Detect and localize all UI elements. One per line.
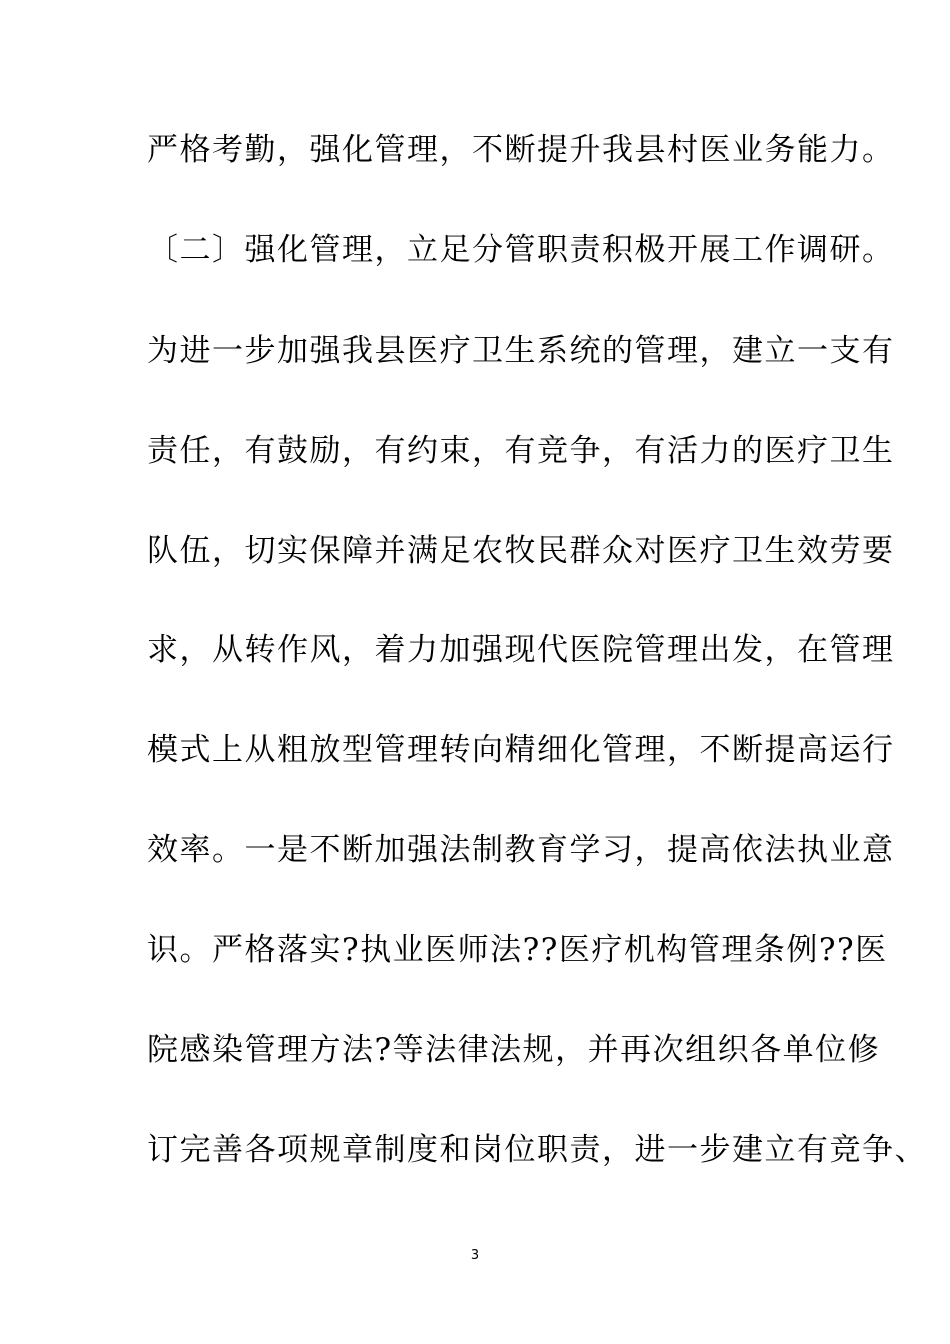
paragraph-line-4: 责任，有鼓励，有约束，有竞争，有活力的医疗卫生 [147,433,895,469]
paragraph-line-10: 院感染管理方法?等法律法规，并再次组织各单位修 [147,1032,881,1068]
paragraph-line-3: 为进一步加强我县医疗卫生系统的管理，建立一支有 [147,333,895,369]
section-heading: 〔二〕强化管理，立足分管职责积极开展工作调研。 [147,232,895,268]
paragraph-line-6: 求，从转作风，着力加强现代医院管理出发，在管理 [147,632,895,668]
page-number: 3 [470,1248,480,1263]
paragraph-line-8: 效率。一是不断加强法制教育学习，提高依法执业意 [147,832,895,868]
paragraph-line-5: 队伍，切实保障并满足农牧民群众对医疗卫生效劳要 [147,533,895,569]
paragraph-line-9: 识。严格落实?执业医师法??医疗机构管理条例??医 [147,932,888,968]
paragraph-line-11: 订完善各项规章制度和岗位职责，进一步建立有竞争、 [147,1132,927,1168]
paragraph-line-7: 模式上从粗放型管理转向精细化管理，不断提高运行 [147,732,895,768]
paragraph-line-1: 严格考勤，强化管理，不断提升我县村医业务能力。 [147,132,895,168]
